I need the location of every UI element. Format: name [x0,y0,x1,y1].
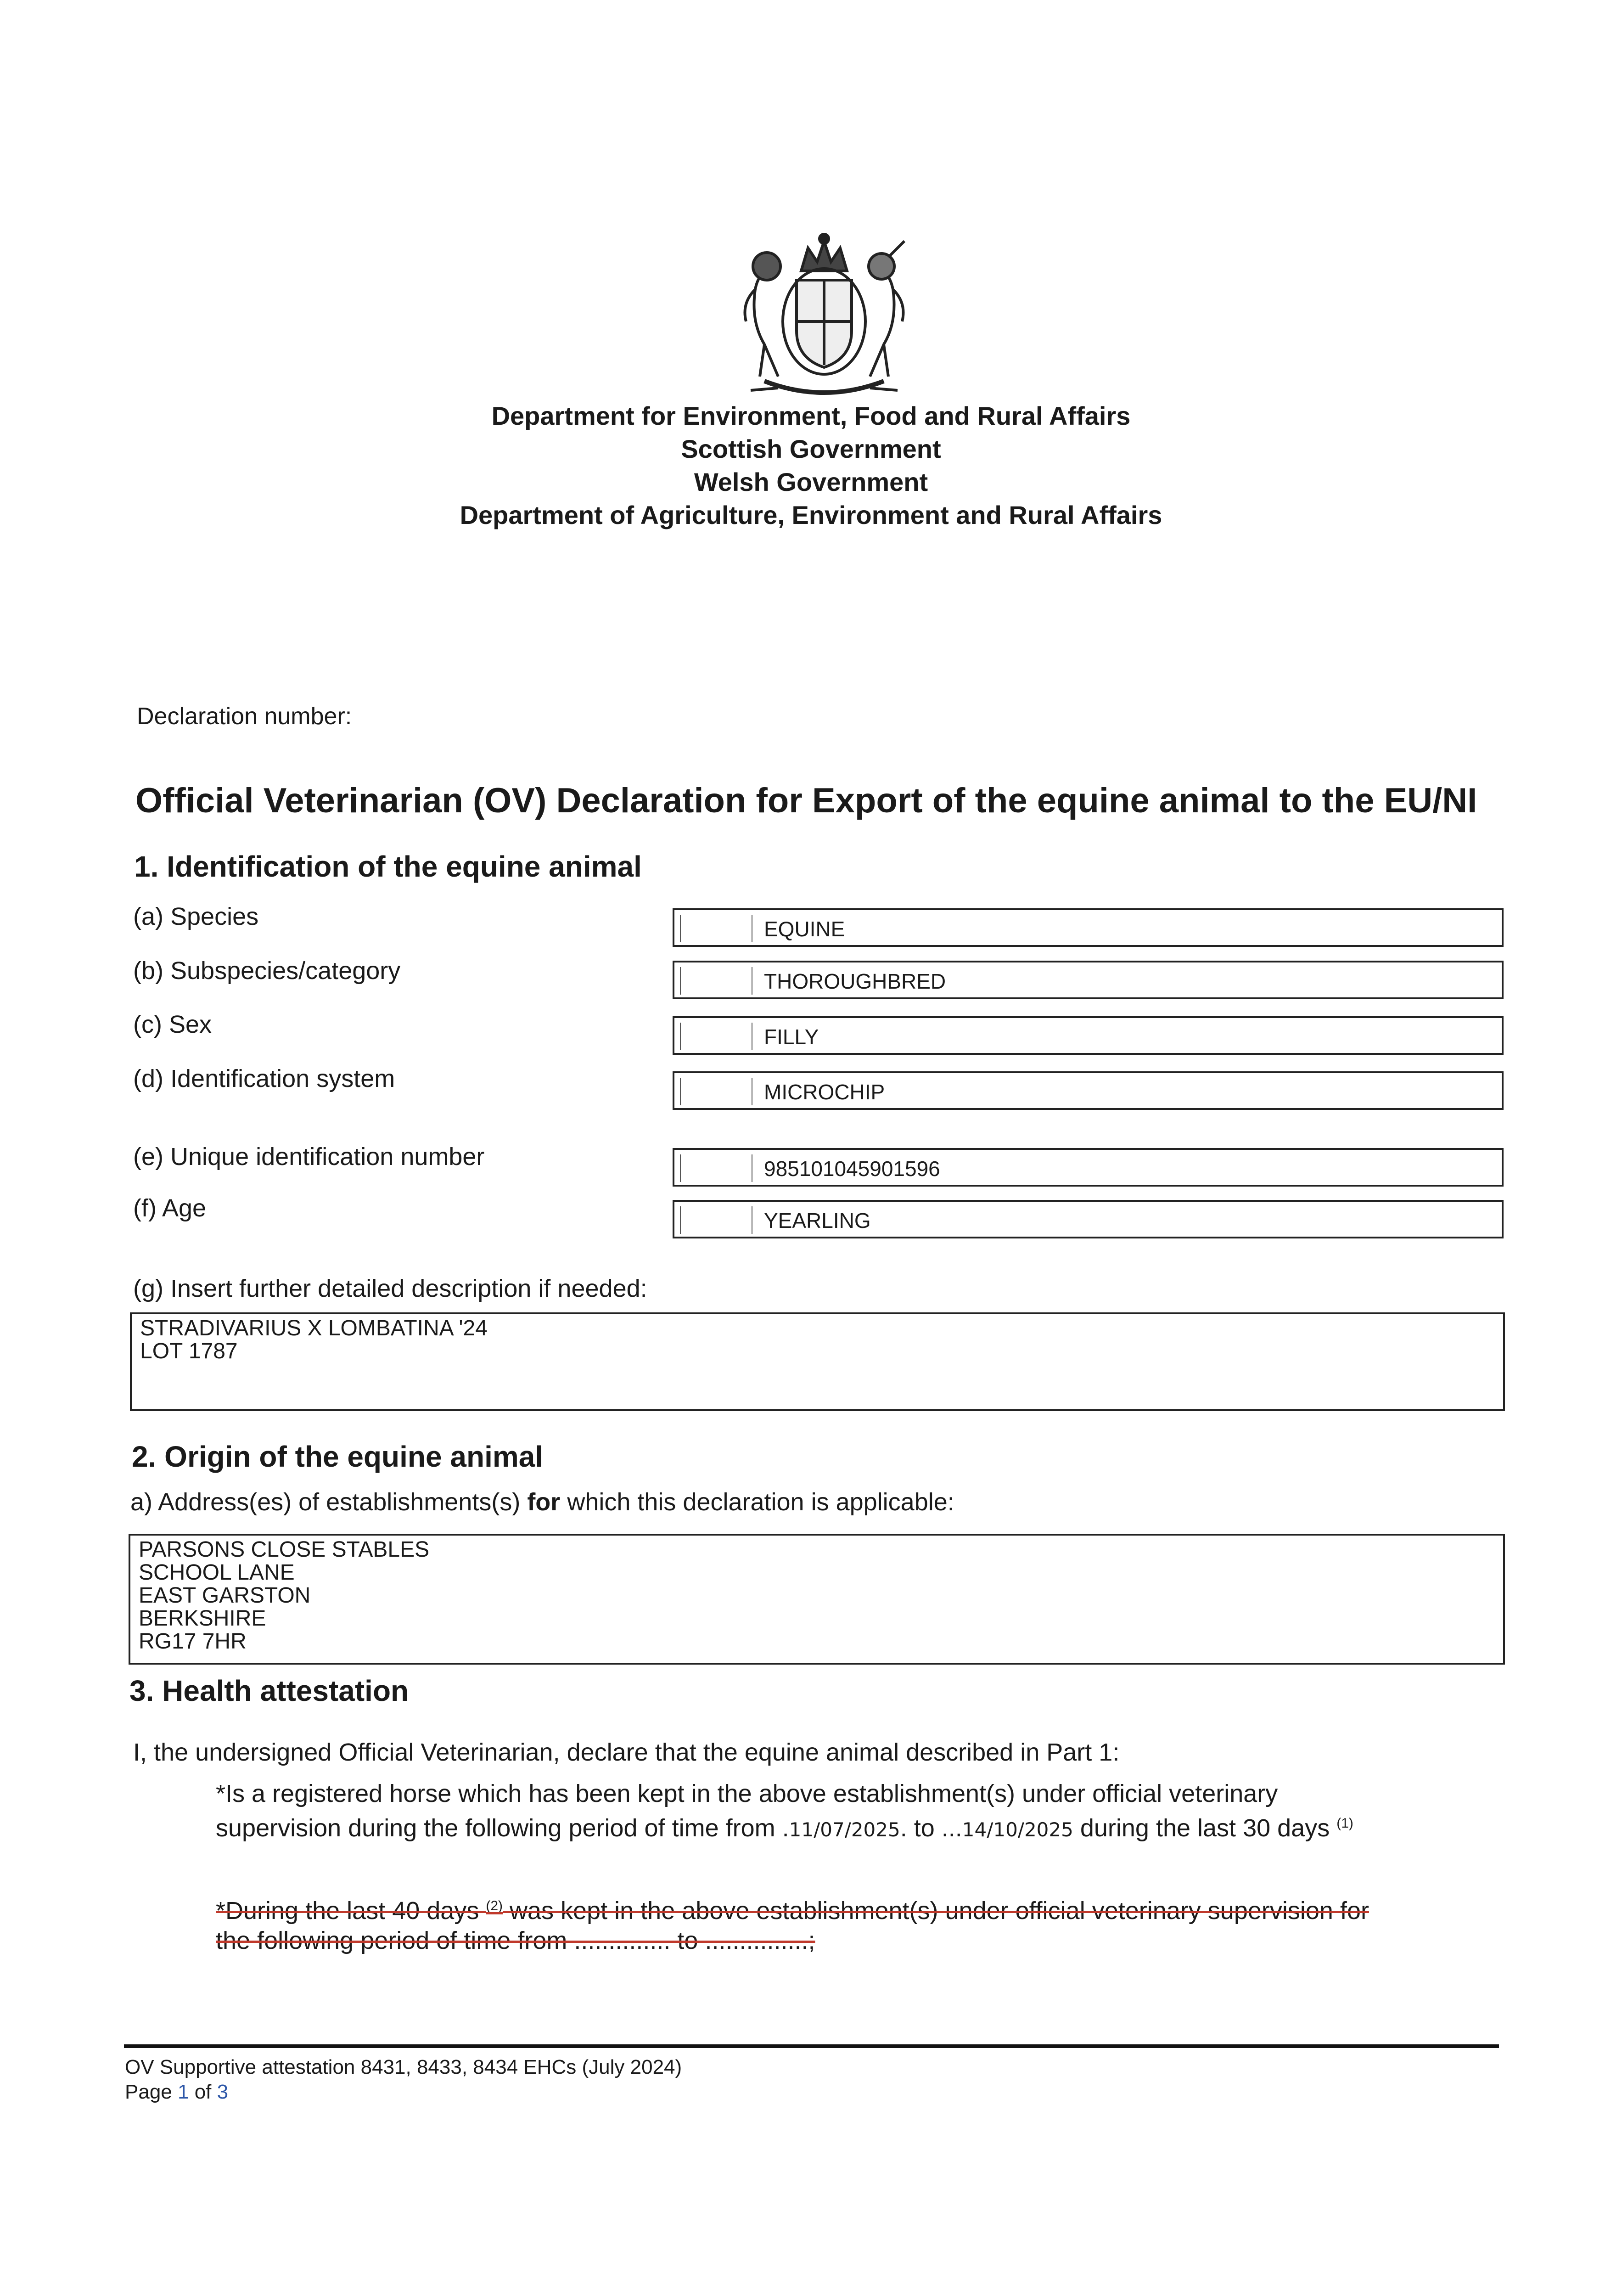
attestation-para1-line2: supervision during the following period of time from .11/07/2025. to ...14/10/2025 during the last 30 days $^{(1)}$ [216,1814,1353,1842]
date-to[interactable]: 14/10/2025 [962,1818,1073,1841]
species-label: (a) Species [133,903,259,930]
department-line: Department of Agriculture, Environment and Rural Affairs [460,501,1162,529]
subspecies-field[interactable] [673,961,1504,999]
species-value: EQUINE [764,917,845,941]
section-1-heading: 1. Identification of the equine animal [134,850,642,883]
unique-id-value: 985101045901596 [764,1157,940,1181]
sex-field[interactable] [673,1016,1504,1055]
age-value: YEARLING [764,1209,871,1232]
subspecies-value: THOROUGHBRED [764,969,946,993]
page-title: Official Veterinarian (OV) Declaration for Export of the equine animal to the EU/NI [135,781,1477,820]
identification-system-label: (d) Identification system [133,1065,395,1092]
attestation-para2-line2: the following period of time from .............. to ...............; [216,1927,815,1954]
description-label: (g) Insert further detailed description if needed: [133,1275,647,1302]
section-2-heading: 2. Origin of the equine animal [132,1440,544,1473]
attestation-intro: I, the undersigned Official Veterinarian, declare that the equine animal described in Part 1: [133,1739,1120,1766]
footer-divider [124,2044,1499,2048]
unique-id-field[interactable] [673,1148,1504,1187]
date-from[interactable]: 11/07/2025 [789,1818,900,1841]
sex-label: (c) Sex [133,1011,212,1038]
section-3-heading: 3. Health attestation [129,1674,409,1707]
identification-system-value: MICROCHIP [764,1080,885,1104]
department-line: Scottish Government [681,434,941,463]
attestation-para1-line1: *Is a registered horse which has been kept in the above establishment(s) under official veterinary [216,1780,1278,1807]
address-field[interactable]: PARSONS CLOSE STABLES SCHOOL LANE EAST GARSTON BERKSHIRE RG17 7HR [129,1534,1505,1665]
attestation-para2-line1: *During the last 40 days $^{(2)}$ was kept in the above establishment(s) under official veterinary supervision for [216,1897,1369,1925]
age-field[interactable] [673,1200,1504,1238]
form-reference: OV Supportive attestation 8431, 8433, 8434 EHCs (July 2024) [125,2056,682,2078]
royal-coat-of-arms-icon [723,230,925,404]
address-label: a) Address(es) of establishments(s) for which this declaration is applicable: [130,1488,954,1516]
footer [125,2055,682,2105]
age-label: (f) Age [133,1194,207,1222]
department-line: Welsh Government [694,467,928,496]
declaration-number-label: Declaration number: [137,703,352,730]
department-line: Department for Environment, Food and Rural Affairs [491,401,1131,430]
subspecies-label: (b) Subspecies/category [133,957,401,985]
department-header [0,400,1622,532]
species-field[interactable] [673,908,1504,947]
unique-id-label: (e) Unique identification number [133,1143,485,1171]
description-field[interactable]: STRADIVARIUS X LOMBATINA '24 LOT 1787 [130,1312,1505,1411]
identification-system-field[interactable] [673,1071,1504,1110]
sex-value: FILLY [764,1025,819,1049]
page-number: Page 1 of 3 [125,2081,229,2103]
